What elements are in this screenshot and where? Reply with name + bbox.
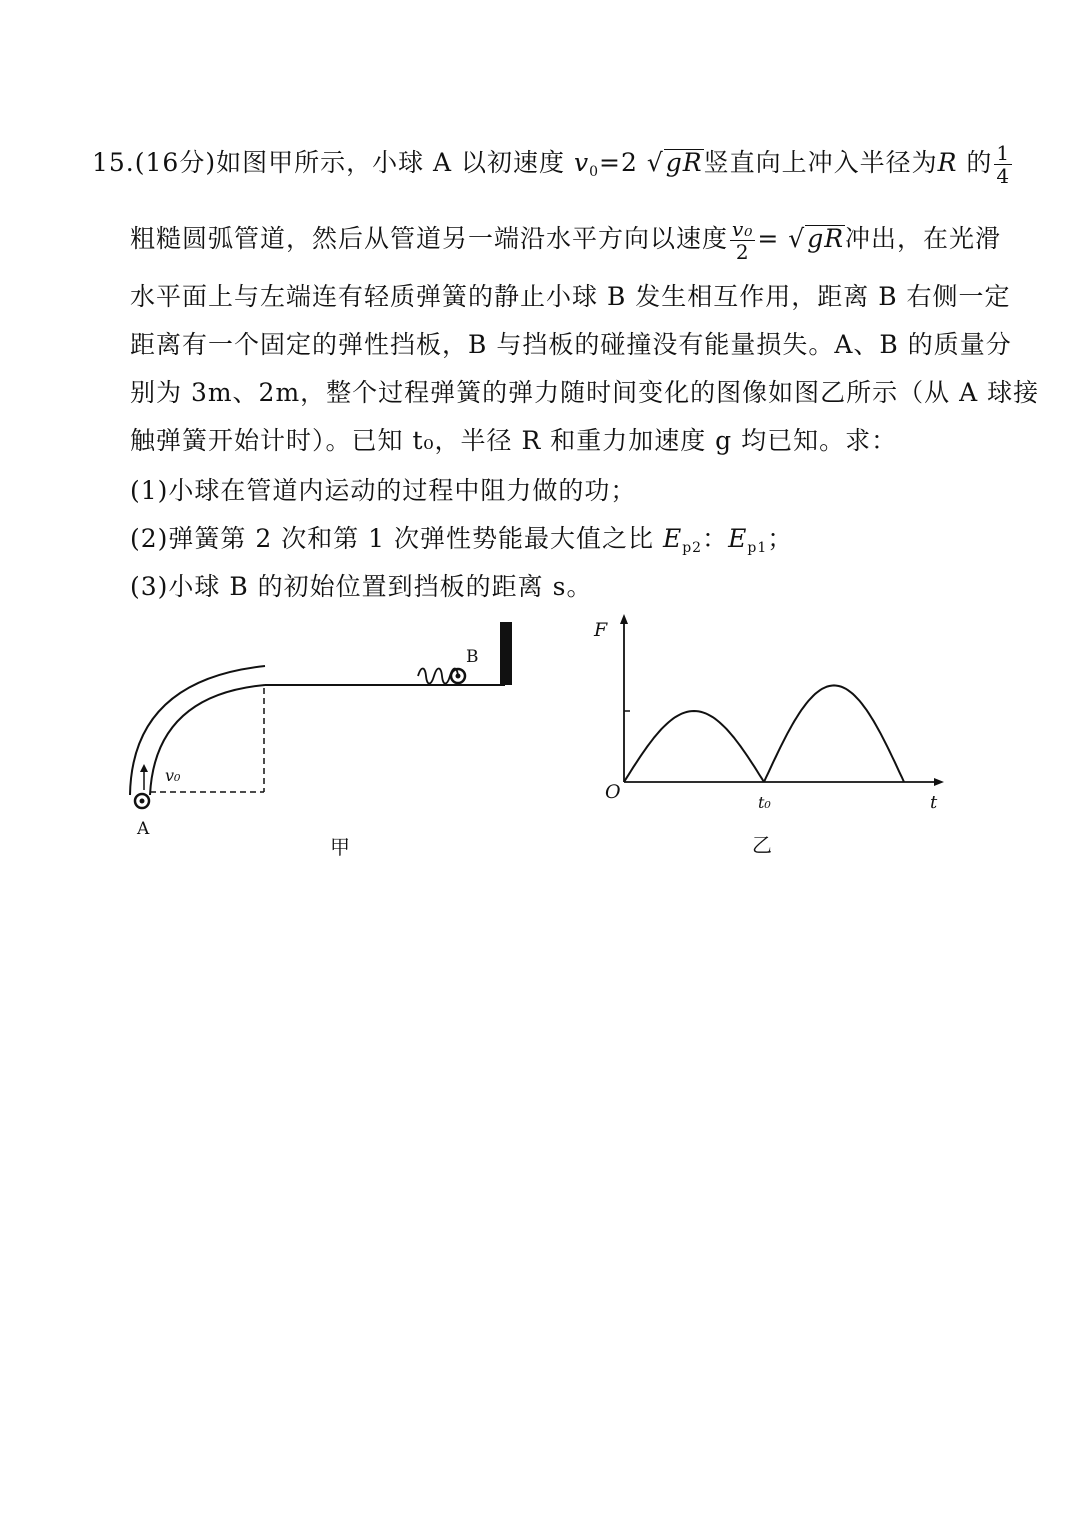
problem-score: (16分) — [134, 148, 217, 177]
label-b: B — [466, 647, 479, 667]
force-curve-series-1 — [624, 711, 764, 782]
question-3: (3)小球 B 的初始位置到挡板的距离 s。 — [130, 572, 593, 601]
label-a: A — [137, 819, 150, 839]
problem-line-2: 粗糙圆弧管道，然后从管道另一端沿水平方向以速度 $\frac{\text{v₀}}{2}$ = √gR冲出，在光滑 — [130, 217, 1002, 264]
question-2: (2)弹簧第 2 次和第 1 次弹性势能最大值之比 $E_{p2}$：$E_{p1}$； — [130, 524, 794, 556]
fraction-v0-half: $\frac{\text{v₀}}{2}$ — [732, 217, 754, 264]
t0-tick-label: t₀ — [758, 793, 771, 812]
y-axis-label: F — [594, 619, 608, 641]
problem-line-4: 距离有一个固定的弹性挡板，B 与挡板的碰撞没有能量损失。A、B 的质量分 — [130, 330, 1012, 359]
x-axis-label: t — [930, 792, 938, 813]
label-v0: v₀ — [165, 766, 181, 785]
fraction-one-quarter: $\frac{1}{4}$ — [996, 141, 1011, 188]
caption-yi: 乙 — [752, 833, 772, 857]
problem-line-3: 水平面上与左端连有轻质弹簧的静止小球 B 发生相互作用，距离 B 右侧一定 — [130, 282, 1011, 311]
caption-jia: 甲 — [330, 835, 350, 859]
problem-number: 15. — [92, 148, 135, 177]
problem-line-5: 别为 3m、2m，整个过程弹簧的弹力随时间变化的图像如图乙所示（从 A 球接 — [130, 378, 1040, 407]
y-axis-arrow — [620, 614, 628, 624]
origin-label: O — [605, 781, 621, 803]
problem-line-1: 15.(16分)如图甲所示，小球 A 以初速度 $v_0=2$ √gR竖直向上冲入半径为R 的 $\frac{1}{4}$ — [92, 141, 1011, 188]
sqrt-gR: gR — [665, 148, 703, 177]
force-curve-series-2 — [764, 685, 904, 782]
x-axis-arrow — [934, 778, 944, 786]
problem-line-6: 触弹簧开始计时）。已知 t₀，半径 R 和重力加速度 g 均已知。求： — [130, 426, 898, 455]
question-1: (1)小球在管道内运动的过程中阻力做的功； — [130, 476, 637, 505]
